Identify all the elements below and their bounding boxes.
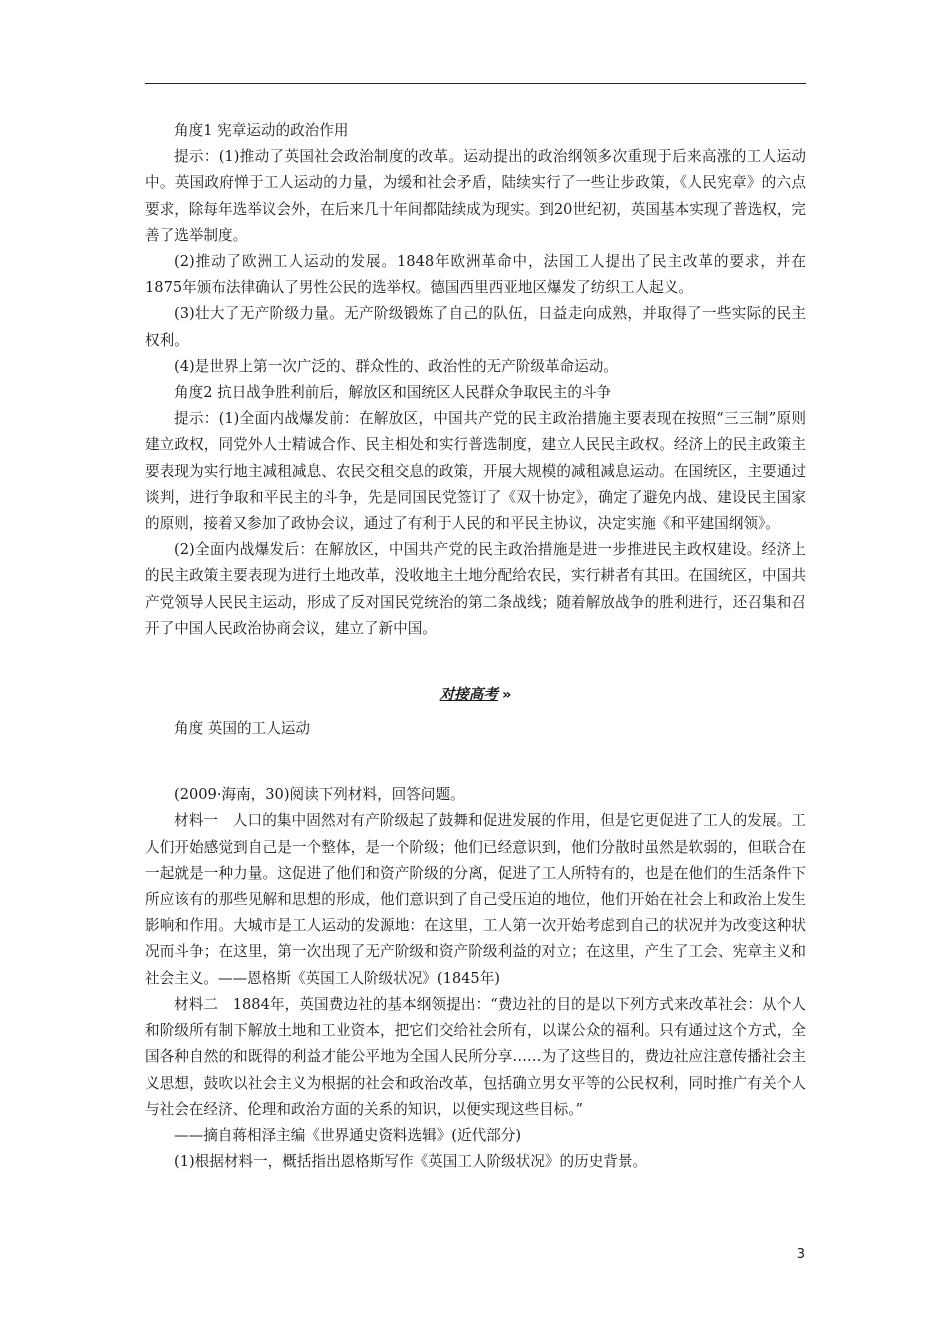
section-title-text: 对接高考 [439,686,498,704]
material-one: 材料一 人口的集中固然对有产阶级起了鼓舞和促进发展的作用，但是它更促进了工人的发展。工人们开始感觉到自己是一个整体，是一个阶级；他们已经意识到，他们分散时虽然是软弱的，但联合在一起就是一种力量。这促进了他们和资产阶级的分离，促进了工人所特有的，也是在他们的生活条件下所应该有的那些见解和思想的形成，他们意识到了自己受压迫的地位，他们开始在社会上和政治上发生影响和作用。大城市是工人运动的发源地：在这里，工人第一次开始考虑到自己的状况并为改变这种状况而斗争；在这里，第一次出现了无产阶级和资产阶级利益的对立；在这里，产生了工会、宪章主义和社会主义。——恩格斯《英国工人阶级状况》(1845年) [145,812,806,987]
angle1-heading: 角度1 宪章运动的政治作用 [174,122,349,139]
question-one: (1)根据材料一，概括指出恩格斯写作《英国工人阶级状况》的历史背景。 [174,1153,648,1171]
angle-heading: 角度 英国的工人运动 [174,720,310,738]
angle1-hint-4: (4)是世界上第一次广泛的、群众性的、政治性的无产阶级革命运动。 [174,357,618,375]
double-chevron-icon: » [501,686,512,704]
angle1-hint-1: 提示：(1)推动了英国社会政治制度的改革。运动提出的政治纲领多次重现于后来高涨的工人运动中。英国政府惮于工人运动的力量，为缓和社会矛盾，陆续实行了一些让步政策，《人民宪章》的六点要求，除每年选举议会外，在后来几十年间都陆续成为现实。到20世纪初，英国基本实现了普选权，完善了选举制度。 [145,148,806,244]
question-source: (2009·海南，30)阅读下列材料，回答问题。 [174,786,465,804]
angle2-hint-2: (2)全面内战爆发后：在解放区，中国共产党的民主政治措施是进一步推进民主政权建设。经济上的民主政策主要表现为进行土地改革，没收地主土地分配给农民，实行耕者有其田。在国统区，中国共产党领导人民民主运动，形成了反对国民党统治的第二条战线；随着解放战争的胜利进行，还召集和召开了中国人民政治协商会议，建立了新中国。 [145,541,806,637]
material-two: 材料二 1884年，英国费边社的基本纲领提出：“费边社的目的是以下列方式来改革社会：从个人和阶级所有制下解放土地和工业资本，把它们交给社会所有，以谋公众的福利。只有通过这个方式，全国各种自然的和既得的利益才能公平地为全国人民所分享……为了这些目的，费边社应注意传播社会主义思想，鼓吹以社会主义为根据的社会和政治改革，包括确立男女平等的公民权利，同时推广有关个人与社会在经济、伦理和政治方面的关系的知识，以便实现这些目标。” [145,995,806,1118]
angle1-hint-2: (2)推动了欧洲工人运动的发展。1848年欧洲革命中，法国工人提出了民主改革的要求，并在1875年颁布法律确认了男性公民的选举权。德国西里西亚地区爆发了纺织工人起义。 [145,253,806,297]
material-two-source: ——摘自蒋相泽主编《世界通史资料选辑》(近代部分) [174,1126,522,1144]
spacer [145,742,806,782]
angle2-hint-1: 提示：(1)全面内战爆发前：在解放区，中国共产党的民主政治措施主要表现在按照“三三制”原则建立政权，同党外人士精诚合作、民主相处和实行普选制度，建立人民民主政权。经济上的民主政策主要表现为实行地主减租减息、农民交租交息的政策，开展大规模的减租减息运动。在国统区，主要通过谈判，进行争取和平民主的斗争，先是同国民党签订了《双十协定》，确定了避免内战、建设民主国家的原则，接着又参加了政协会议，通过了有利于人民的和平民主协议，决定实施《和平建国纲领》。 [145,410,806,533]
section-title [145,682,806,708]
angle2-heading: 角度2 抗日战争胜利前后，解放区和国统区人民群众争取民主的斗争 [174,384,612,402]
page-content [145,118,806,1175]
angle1-hint-3: (3)壮大了无产阶级力量。无产阶级锻炼了自己的队伍，日益走向成熟，并取得了一些实际的民主权利。 [145,305,806,349]
page-number: 3 [796,1247,805,1262]
header-rule [145,83,806,84]
